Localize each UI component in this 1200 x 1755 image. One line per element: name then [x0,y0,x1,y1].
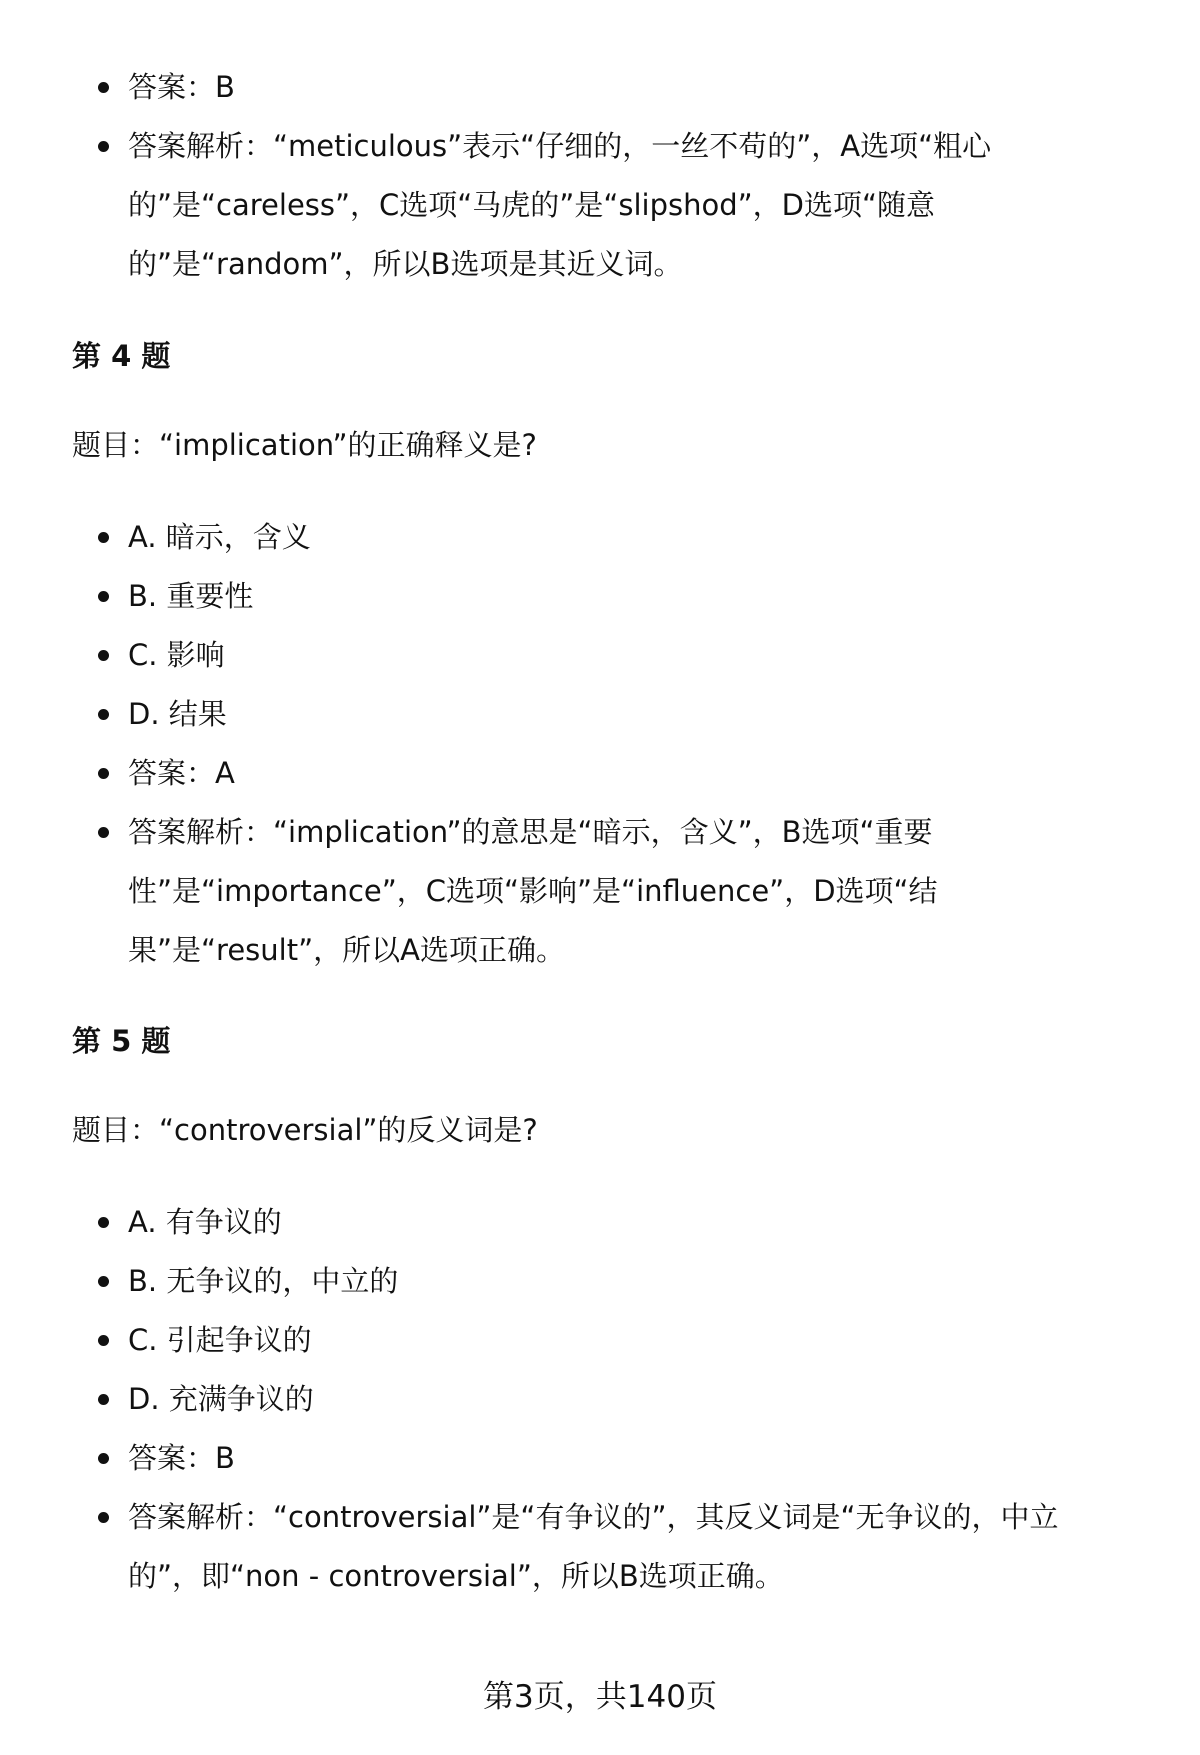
answer-text: 答案：A [128,756,235,790]
answer-text: 答案：B [128,1441,235,1475]
page-number: 第3页，共140页 [483,1679,717,1715]
prev-question-list [0,58,1128,294]
answer-text: 答案：B [128,70,235,104]
question-5-list [0,1193,1128,1606]
analysis-item [0,1488,1128,1606]
option-item [0,685,1128,744]
answer-item [0,744,1128,803]
answer-item [0,58,1128,117]
option-a: A. 暗示，含义 [128,520,311,554]
option-item [0,508,1128,567]
question-4-list [0,508,1128,980]
analysis-text: 答案解析：“controversial”是“有争议的”，其反义词是“无争议的，中立的”，即“non - controversial”，所以B选项正确。 [128,1500,1059,1593]
option-b: B. 重要性 [128,579,254,613]
option-b: B. 无争议的，中立的 [128,1264,399,1298]
analysis-text: 答案解析：“meticulous”表示“仔细的，一丝不苟的”，A选项“粗心的”是“careless”，C选项“马虎的”是“slipshod”，D选项“随意的”是“random”，所以B选项是其近义词。 [128,129,992,281]
option-item [0,1311,1128,1370]
option-d: D. 充满争议的 [128,1382,314,1416]
option-item [0,1193,1128,1252]
option-item [0,1252,1128,1311]
question-5-text: 题目：“controversial”的反义词是? [72,1113,538,1147]
question-4-heading: 第 4 题 [72,339,171,373]
analysis-text: 答案解析：“implication”的意思是“暗示，含义”，B选项“重要性”是“importance”，C选项“影响”是“influence”，D选项“结果”是“result”，所以A选项正确。 [128,815,938,967]
option-c: C. 引起争议的 [128,1323,312,1357]
question-5-heading: 第 5 题 [72,1024,171,1058]
analysis-item [0,117,1128,294]
option-c: C. 影响 [128,638,225,672]
option-item [0,626,1128,685]
option-item [0,1370,1128,1429]
question-4-text: 题目：“implication”的正确释义是? [72,428,537,462]
analysis-item [0,803,1128,980]
option-item [0,567,1128,626]
answer-item [0,1429,1128,1488]
option-d: D. 结果 [128,697,227,731]
option-a: A. 有争议的 [128,1205,282,1239]
